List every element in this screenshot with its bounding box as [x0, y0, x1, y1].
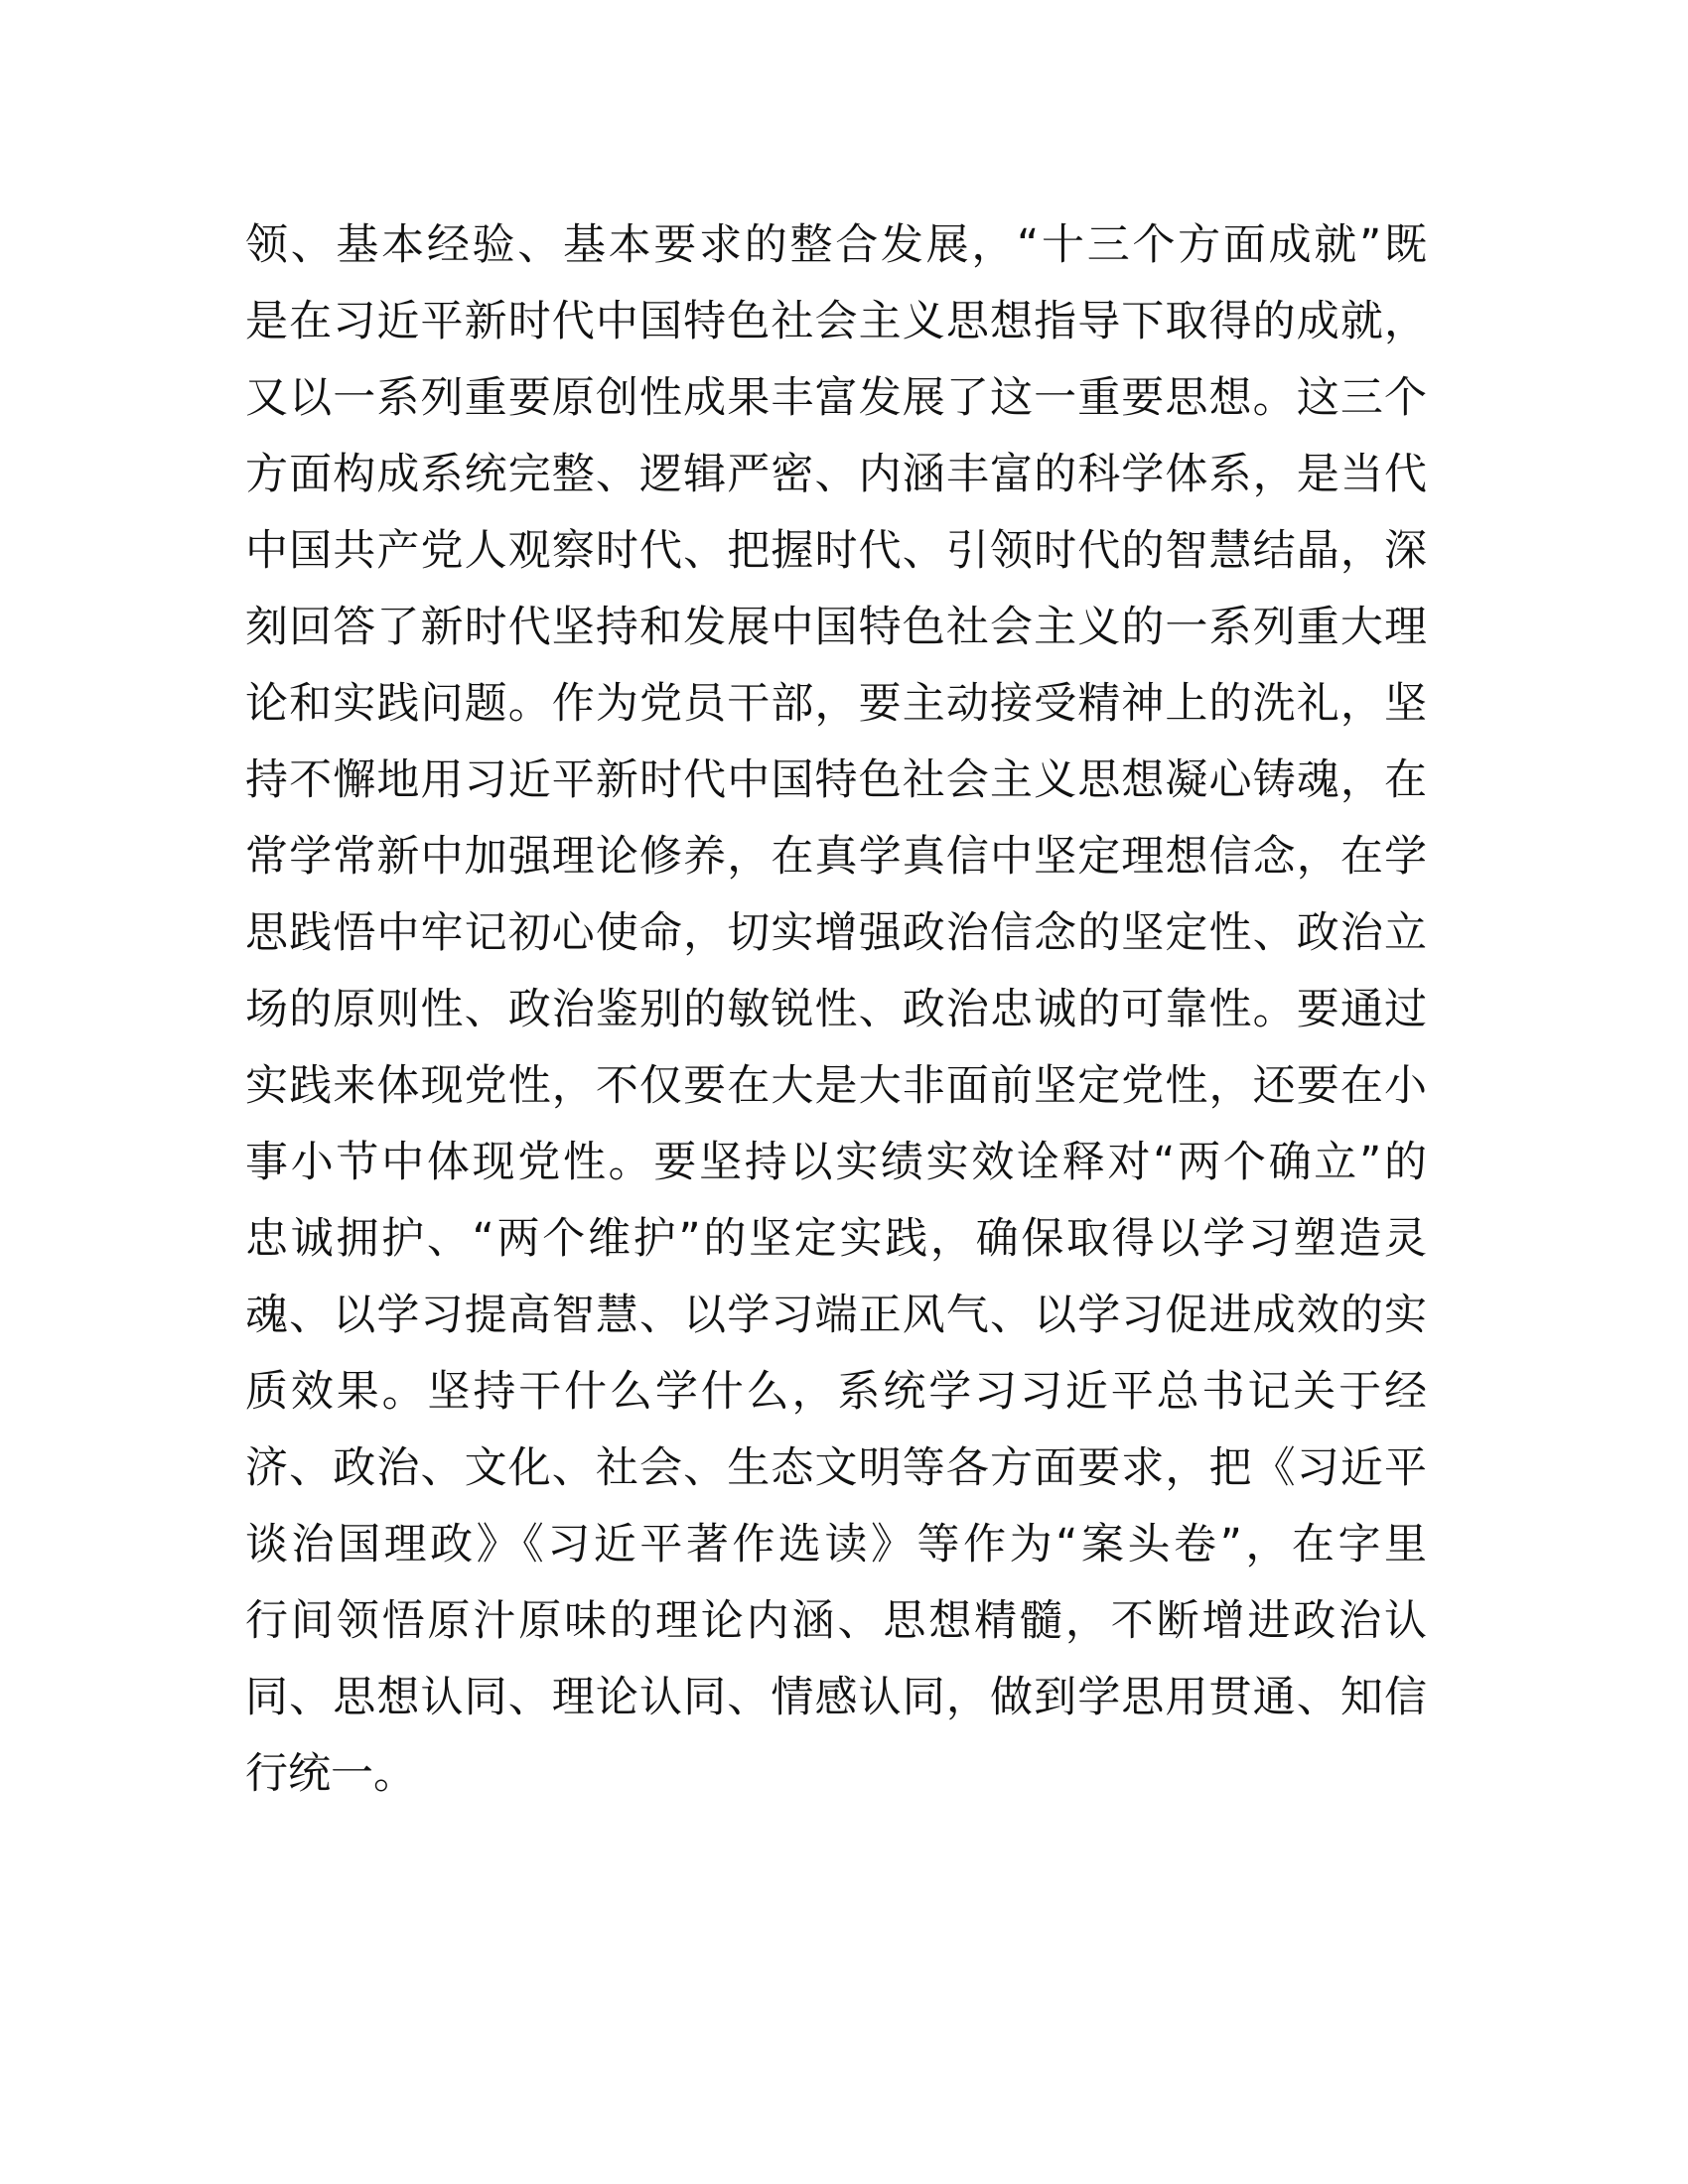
- text-line: 是在习近平新时代中国特色社会主义思想指导下取得的成就，: [245, 297, 1427, 346]
- text-line: 忠诚拥护、“两个维护”的坚定实践，确保取得以学习塑造灵: [245, 1214, 1427, 1264]
- text-line: 事小节中体现党性。要坚持以实绩实效诠释对“两个确立”的: [245, 1138, 1427, 1187]
- text-line: 论和实践问题。作为党员干部，要主动接受精神上的洗礼，坚: [245, 679, 1427, 729]
- text-line: 实践来体现党性，不仅要在大是大非面前坚定党性，还要在小: [245, 1061, 1427, 1111]
- text-line: 思践悟中牢记初心使命，切实增强政治信念的坚定性、政治立: [245, 908, 1427, 958]
- text-line: 中国共产党人观察时代、把握时代、引领时代的智慧结晶，深: [245, 526, 1427, 576]
- text-line: 领、基本经验、基本要求的整合发展，“十三个方面成就”既: [245, 220, 1427, 270]
- text-line: 同、思想认同、理论认同、情感认同，做到学思用贯通、知信: [245, 1673, 1427, 1722]
- text-line: 魂、以学习提高智慧、以学习端正风气、以学习促进成效的实: [245, 1291, 1427, 1340]
- document-body: [245, 207, 1427, 1813]
- text-line: 谈治国理政》《习近平著作选读》等作为“案头卷”，在字里: [245, 1520, 1427, 1570]
- text-line: 行统一。: [245, 1749, 416, 1799]
- text-line: 场的原则性、政治鉴别的敏锐性、政治忠诚的可靠性。要通过: [245, 985, 1427, 1034]
- text-line: 又以一系列重要原创性成果丰富发展了这一重要思想。这三个: [245, 373, 1427, 423]
- text-line: 刻回答了新时代坚持和发展中国特色社会主义的一系列重大理: [245, 603, 1427, 652]
- text-line: 方面构成系统完整、逻辑严密、内涵丰富的科学体系，是当代: [245, 450, 1427, 499]
- text-line: 持不懈地用习近平新时代中国特色社会主义思想凝心铸魂，在: [245, 755, 1427, 805]
- text-line: 常学常新中加强理论修养，在真学真信中坚定理想信念，在学: [245, 832, 1427, 882]
- text-line: 质效果。坚持干什么学什么，系统学习习近平总书记关于经: [245, 1367, 1427, 1417]
- text-line: 济、政治、文化、社会、生态文明等各方面要求，把《习近平: [245, 1443, 1427, 1493]
- text-line: 行间领悟原汁原味的理论内涵、思想精髓，不断增进政治认: [245, 1596, 1427, 1646]
